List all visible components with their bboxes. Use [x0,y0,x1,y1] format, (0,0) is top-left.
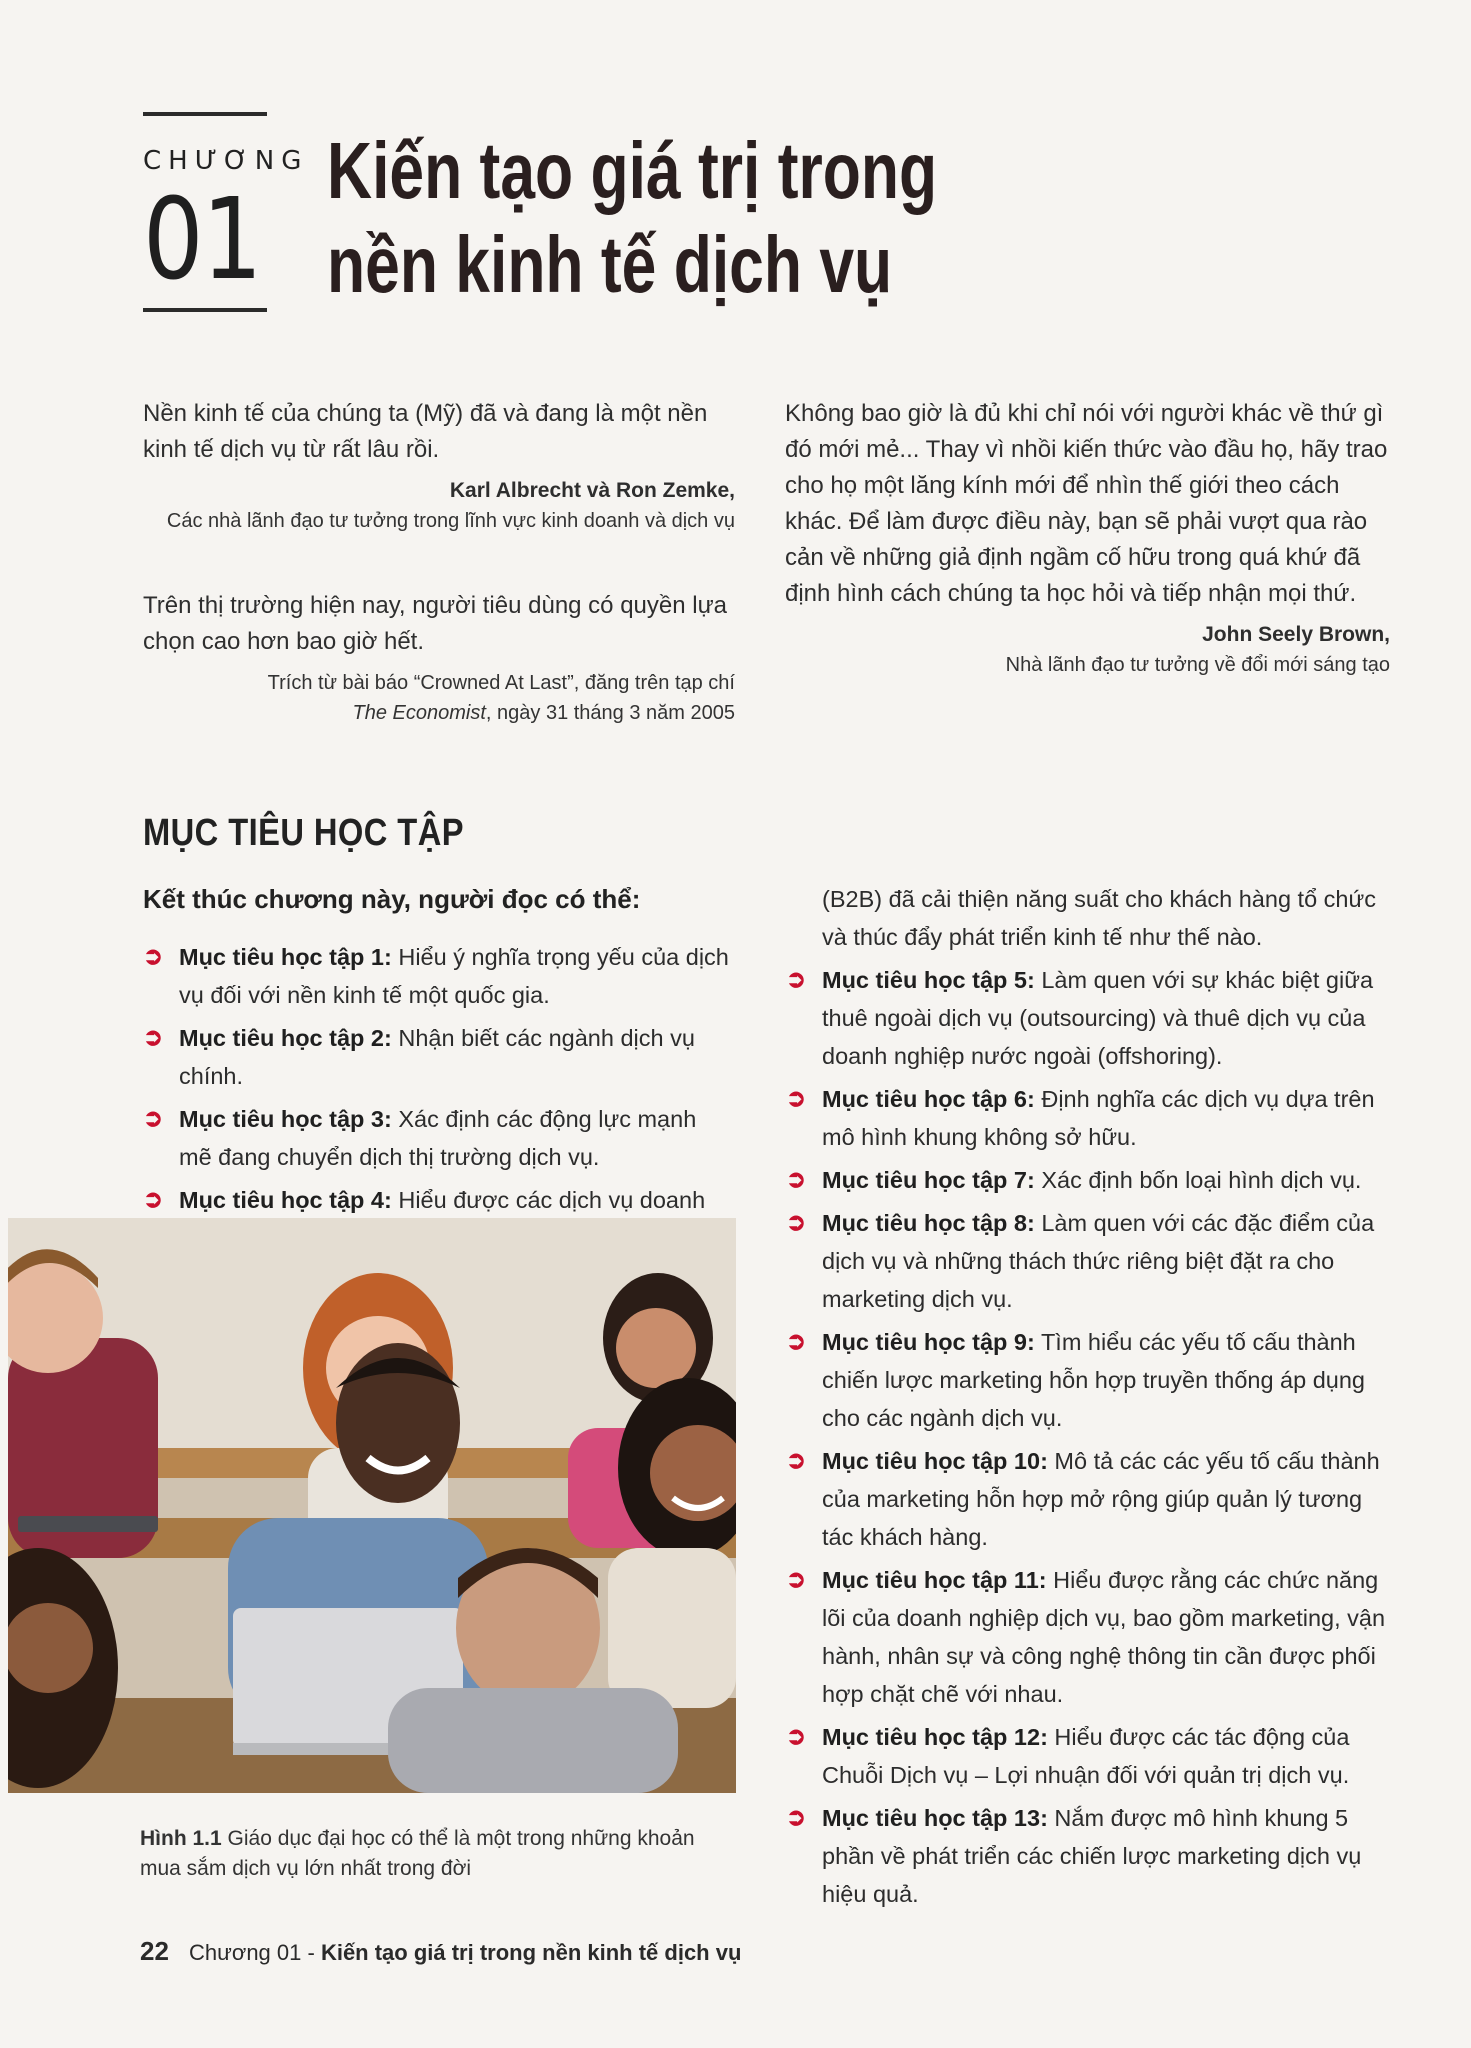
objectives-right-column [786,880,1396,1918]
objective-item [786,1442,1396,1556]
objective-text: Nhận biết các ngành dịch vụ chính. [179,1025,695,1089]
objective-text: Xác định các động lực mạnh mẽ đang chuyển dịch thị trường dịch vụ. [179,1106,697,1170]
objective-label: Mục tiêu học tập 8: [822,1210,1035,1236]
objective-item [143,938,735,1014]
objective-item [786,1799,1396,1913]
chapter-badge [143,112,309,305]
objective-label: Mục tiêu học tập 1: [179,944,392,970]
objective-item [786,1161,1396,1199]
epigraph-text: Nền kinh tế của chúng ta (Mỹ) đã và đang là một nền kinh tế dịch vụ từ rất lâu rồi. [143,400,708,463]
objective-label: Mục tiêu học tập 12: [822,1724,1048,1750]
chapter-rule-bottom [143,308,267,312]
objective-text: Làm quen với sự khác biệt giữa thuê ngoài dịch vụ (outsourcing) và thuê dịch vụ của doanh nghiệp nước ngoài (offshoring). [822,967,1374,1069]
arrow-bullet-icon: ➲ [143,1105,164,1132]
figure-label: Hình 1.1 [140,1827,222,1850]
objective-item [786,1080,1396,1156]
footer-chapter-title: Kiến tạo giá trị trong nền kinh tế dịch vụ [320,1940,742,1965]
arrow-bullet-icon: ➲ [143,1024,164,1051]
objectives-lead-in: Kết thúc chương này, người đọc có thể: [143,884,641,914]
objective-label: Mục tiêu học tập 11: [822,1567,1047,1593]
objective-text: Nắm được mô hình khung 5 phần về phát triển các chiến lược marketing dịch vụ hiệu quả. [822,1805,1362,1907]
arrow-bullet-icon: ➲ [786,966,807,993]
objective-item [143,1019,735,1095]
arrow-bullet-icon: ➲ [786,1566,807,1593]
objective-label: Mục tiêu học tập 9: [822,1329,1035,1355]
arrow-bullet-icon: ➲ [786,1447,807,1474]
arrow-bullet-icon: ➲ [143,1186,164,1213]
objective-label: Mục tiêu học tập 7: [822,1167,1035,1193]
epigraph-source-line1: Trích từ bài báo “Crowned At Last”, đăng trên tạp chí [267,672,735,694]
objective-label: Mục tiêu học tập 5: [822,967,1035,993]
epigraph-author: Karl Albrecht và Ron Zemke, [449,479,735,502]
objective-item [786,1323,1396,1437]
objective-text: Mô tả các các yếu tố cấu thành của marketing hỗn hợp mở rộng giúp quản lý tương tác khách hàng. [822,1448,1380,1550]
objectives-left-column [143,938,735,1262]
objective-item [786,1204,1396,1318]
arrow-bullet-icon: ➲ [786,1804,807,1831]
arrow-bullet-icon: ➲ [786,1209,807,1236]
arrow-bullet-icon: ➲ [786,1328,807,1355]
objective-text: Tìm hiểu các yếu tố cấu thành chiến lược marketing hỗn hợp truyền thống áp dụng cho các ngành dịch vụ. [822,1329,1366,1431]
epigraph-text: Trên thị trường hiện nay, người tiêu dùng có quyền lựa chọn cao hơn bao giờ hết. [143,592,728,655]
objective-label: Mục tiêu học tập 4: [179,1187,392,1213]
chapter-rule-top [143,112,267,116]
objective-text: Xác định bốn loại hình dịch vụ. [1041,1167,1362,1193]
epigraph-author: John Seely Brown, [1202,623,1390,646]
objective-item [786,1561,1396,1713]
epigraph-economist [143,588,735,728]
objective-label: Mục tiêu học tập 13: [822,1805,1048,1831]
objective-text: Hiểu được các tác động của Chuỗi Dịch vụ – Lợi nhuận đối với quản trị dịch vụ. [822,1724,1350,1788]
publication-name: The Economist [352,702,486,724]
objective-item [786,961,1396,1075]
epigraph-source-date: , ngày 31 tháng 3 năm 2005 [485,702,735,724]
students-photo [8,1218,736,1793]
page-number: 22 [140,1936,169,1966]
epigraph-role: Các nhà lãnh đạo tư tưởng trong lĩnh vực kinh doanh và dịch vụ [166,510,735,532]
chapter-title-line2: nền kinh tế dịch vụ [327,220,893,309]
objective-text: Làm quen với các đặc điểm của dịch vụ và những thách thức riêng biệt đặt ra cho marketing dịch vụ. [822,1210,1375,1312]
chapter-title [327,124,951,312]
chapter-number: 01 [143,175,261,305]
objective-label: Mục tiêu học tập 6: [822,1086,1035,1112]
objective-item [786,1718,1396,1794]
page-footer [140,1936,741,1967]
epigraph-source-line2 [143,698,735,728]
figure-caption [140,1824,740,1884]
chapter-title-line1: Kiến tạo giá trị trong [327,126,938,215]
arrow-bullet-icon: ➲ [786,1723,807,1750]
footer-chapter-ref: Chương 01 - [189,1940,321,1965]
objective-continuation: (B2B) đã cải thiện năng suất cho khách hàng tổ chức và thúc đẩy phát triển kinh tế như thế nào. [822,886,1376,950]
epigraph-text: Không bao giờ là đủ khi chỉ nói với người khác về thứ gì đó mới mẻ... Thay vì nhồi kiến thức vào đầu họ, hãy trao cho họ một lăng kính mới để nhìn thế giới theo cách khác. Để làm được điều này, bạn sẽ phải vượt qua rào cản về những giả định ngầm cố hữu trong quá khứ đã định hình cách chúng ta học hỏi và tiếp nhận mọi thứ. [785,400,1388,607]
arrow-bullet-icon: ➲ [786,1085,807,1112]
objective-text: Hiểu được các dịch vụ doanh [398,1187,706,1213]
epigraph-role: Nhà lãnh đạo tư tưởng về đổi mới sáng tạo [1005,654,1390,676]
section-title: MỤC TIÊU HỌC TẬP [143,812,464,854]
objective-text: Định nghĩa các dịch vụ dựa trên mô hình khung không sở hữu. [822,1086,1375,1150]
objective-label: Mục tiêu học tập 3: [179,1106,392,1132]
epigraph-brown [785,396,1390,680]
students-illustration [8,1218,736,1793]
objective-text: Hiểu ý nghĩa trọng yếu của dịch vụ đối với nền kinh tế một quốc gia. [179,944,729,1008]
objective-label: Mục tiêu học tập 10: [822,1448,1048,1474]
objective-label: Mục tiêu học tập 2: [179,1025,392,1051]
objective-item [143,1100,735,1176]
arrow-bullet-icon: ➲ [143,943,164,970]
figure-caption-text: Giáo dục đại học có thể là một trong những khoản mua sắm dịch vụ lớn nhất trong đời [140,1827,695,1880]
chapter-label: CHƯƠNG [143,146,309,176]
epigraph-albrecht [143,396,735,536]
arrow-bullet-icon: ➲ [786,1166,807,1193]
objective-text: Hiểu được rằng các chức năng lõi của doanh nghiệp dịch vụ, bao gồm marketing, vận hành, nhân sự và công nghệ thông tin cần được phối hợp chặt chẽ với nhau. [822,1567,1386,1707]
